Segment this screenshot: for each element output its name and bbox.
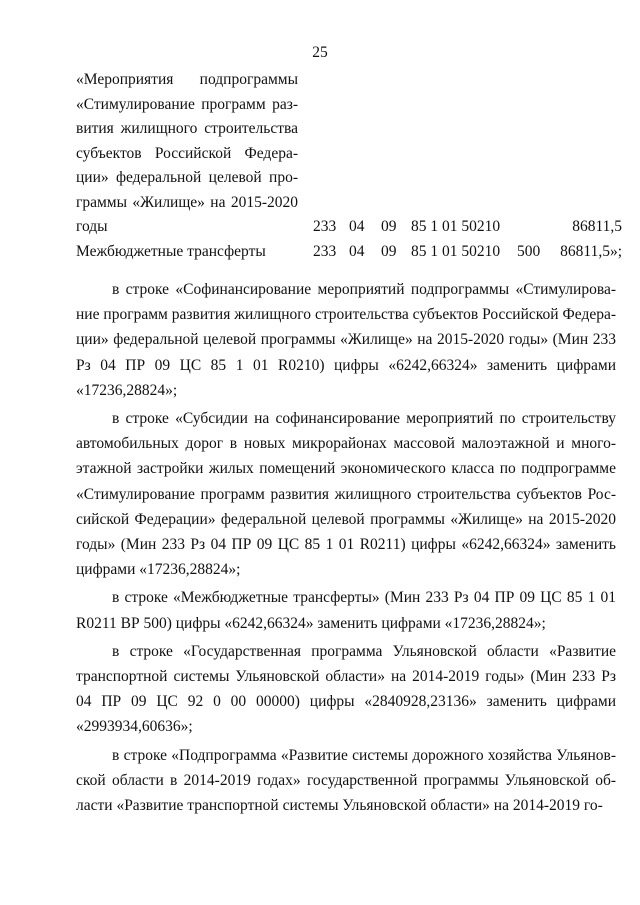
- table-heading-line: [76, 166, 616, 191]
- row-name: субъектов Российской Федера-: [76, 144, 298, 162]
- row-pr: 09: [381, 218, 397, 235]
- row-name: Межбюджетные трансферты: [76, 242, 266, 260]
- paragraph: в строке «Подпрограмма «Развитие системы дорожного хозяйства Ульянов-ской области в 2014-2019 годах» государственной программы Ульяновской об-ласти «Развитие транспортной системы Ульяновской области» на 2014-2019 го-: [76, 746, 616, 815]
- table-heading-line: [76, 142, 616, 167]
- row-min: 233: [313, 218, 337, 235]
- row-rz: 04: [349, 242, 365, 260]
- document-body: [76, 277, 616, 821]
- row-name: граммы «Жилище» на 2015-2020: [76, 193, 298, 211]
- paragraph: в строке «Государственная программа Ульяновской области «Развитие транспортной системы Ульяновской области» на 2014-2019 годы» (Мин 233 Рз 04 ПР 09 ЦС 92 0 00 00000) цифры «2840928,23136» заменить цифрами «2993934,60636»;: [76, 642, 616, 736]
- row-sum: 86811,5: [572, 218, 622, 235]
- budget-table: [76, 68, 622, 264]
- table-heading-line: [76, 93, 616, 118]
- page-number: 25: [312, 44, 328, 61]
- row-name: вития жилищного строительства: [76, 120, 298, 137]
- row-pr: 09: [381, 242, 397, 260]
- table-heading-line: [76, 117, 616, 142]
- row-name: «Мероприятия подпрограммы: [76, 71, 298, 88]
- paragraph: в строке «Софинансирование мероприятий подпрограммы «Стимулирова-ние программ развития жилищного строительства субъектов Российской Федера-ции» федеральной целевой программы «Жилище» на 2015-2020 годы» (Мин 233 Рз 04 ПР 09 ЦС 85 1 01 R0210) цифры «6242,66324» заменить цифрами «17236,28824»;: [76, 281, 616, 399]
- paragraph: в строке «Субсидии на софинансирование мероприятий по строительству автомобильных дорог в новых микрорайонах массовой малоэтажной и много-этажной застройки жилых помещений экономического класса по подпрограмме «Стимулирование программ развития жилищного строительства субъектов Рос-сийской Федерации» федеральной целевой программы «Жилище» на 2015-2020 годы» (Мин 233 Рз 04 ПР 09 ЦС 85 1 01 R0211) цифры «6242,66324» заменить цифрами «17236,28824»;: [76, 410, 616, 579]
- row-min: 233: [313, 242, 337, 260]
- row-sum: 86811,5»;: [560, 242, 622, 260]
- table-row: [76, 240, 622, 265]
- row-cs: 85 1 01 50210: [411, 218, 501, 235]
- table-heading-line: [76, 68, 616, 93]
- row-name: «Стимулирование программ раз-: [76, 95, 298, 113]
- row-name: ции» федеральной целевой про-: [76, 169, 298, 186]
- row-rz: 04: [349, 218, 365, 235]
- row-name: годы: [76, 218, 108, 235]
- table-row: [76, 215, 622, 240]
- row-cs: 85 1 01 50210: [411, 242, 501, 260]
- row-vr: 500: [517, 242, 541, 260]
- table-heading-line: [76, 191, 616, 216]
- paragraph: в строке «Межбюджетные трансферты» (Мин 233 Рз 04 ПР 09 ЦС 85 1 01 R0211 ВР 500) цифры «6242,66324» заменить цифрами «17236,28824»;: [76, 589, 616, 632]
